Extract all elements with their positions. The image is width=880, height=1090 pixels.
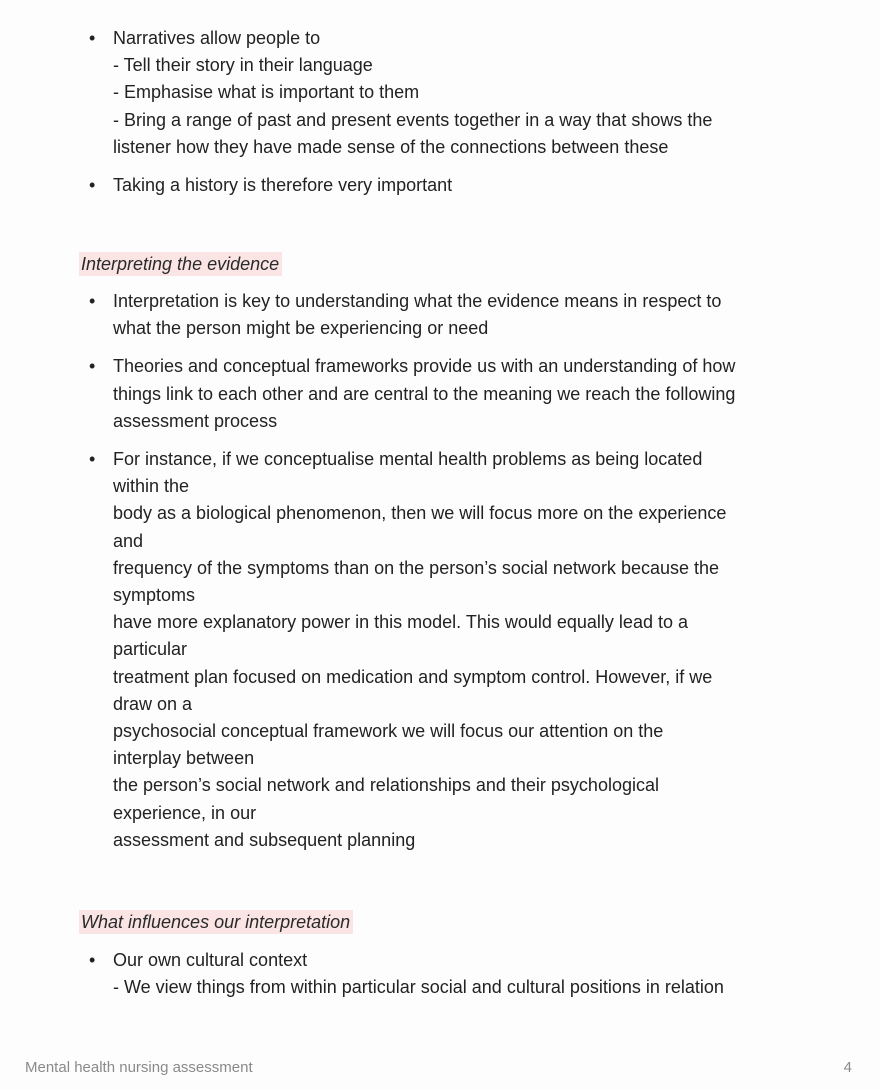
bullet-list-influences <box>88 947 828 1012</box>
text-line: - Tell their story in their language <box>113 55 373 76</box>
list-item <box>88 25 828 161</box>
text-line: and <box>113 530 144 551</box>
text-line: • Theories and conceptual frameworks provide us with an understanding of how <box>113 356 736 377</box>
text-line: what the person might be experiencing or need <box>113 318 489 339</box>
bullet-list-narratives <box>88 25 828 210</box>
text-line: • Taking a history is therefore very important <box>113 175 453 196</box>
text-line: psychosocial conceptual framework we will focus our attention on the <box>113 721 664 742</box>
text-line: have more explanatory power in this model. This would equally lead to a <box>113 612 688 633</box>
list-item <box>88 288 828 342</box>
text-line: • Our own cultural context <box>113 950 308 970</box>
footer-page-number: 4 <box>843 1059 852 1076</box>
text-line: - Bring a range of past and present events together in a way that shows the <box>113 109 713 130</box>
list-item <box>88 172 828 199</box>
list-item <box>88 353 828 435</box>
text-line: • Narratives allow people to <box>113 28 321 48</box>
text-line: symptoms <box>113 585 196 606</box>
text-line: assessment and subsequent planning <box>113 829 416 850</box>
text-line: frequency of the symptoms than on the person’s social network because the <box>113 557 720 578</box>
text-line: the person’s social network and relationships and their psychological <box>113 775 659 796</box>
text-line: assessment process <box>113 410 278 431</box>
list-item <box>88 446 828 854</box>
text-line: body as a biological phenomenon, then we will focus more on the experience <box>113 503 727 524</box>
section-heading-interpreting-evidence: Interpreting the evidence <box>79 252 282 276</box>
text-line: interplay between <box>113 748 255 769</box>
text-line: treatment plan focused on medication and symptom control. However, if we <box>113 666 713 687</box>
bullet-list-interpreting-evidence <box>88 288 828 865</box>
text-line: listener how they have made sense of the connections between these <box>113 136 669 157</box>
text-line: things link to each other and are central to the meaning we reach the following <box>113 383 736 404</box>
section-heading-influences: What influences our interpretation <box>79 910 353 934</box>
text-line: • For instance, if we conceptualise mental health problems as being located <box>113 449 703 470</box>
text-line: experience, in our <box>113 802 257 823</box>
text-line: within the <box>113 476 190 497</box>
text-line: draw on a <box>113 693 193 714</box>
text-line: - Emphasise what is important to them <box>113 82 420 103</box>
text-line: particular <box>113 639 188 660</box>
footer-document-title: Mental health nursing assessment <box>25 1059 253 1076</box>
list-item <box>88 947 828 1001</box>
text-line: - We view things from within particular social and cultural positions in relation <box>113 977 724 998</box>
text-line: • Interpretation is key to understanding what the evidence means in respect to <box>113 291 722 311</box>
